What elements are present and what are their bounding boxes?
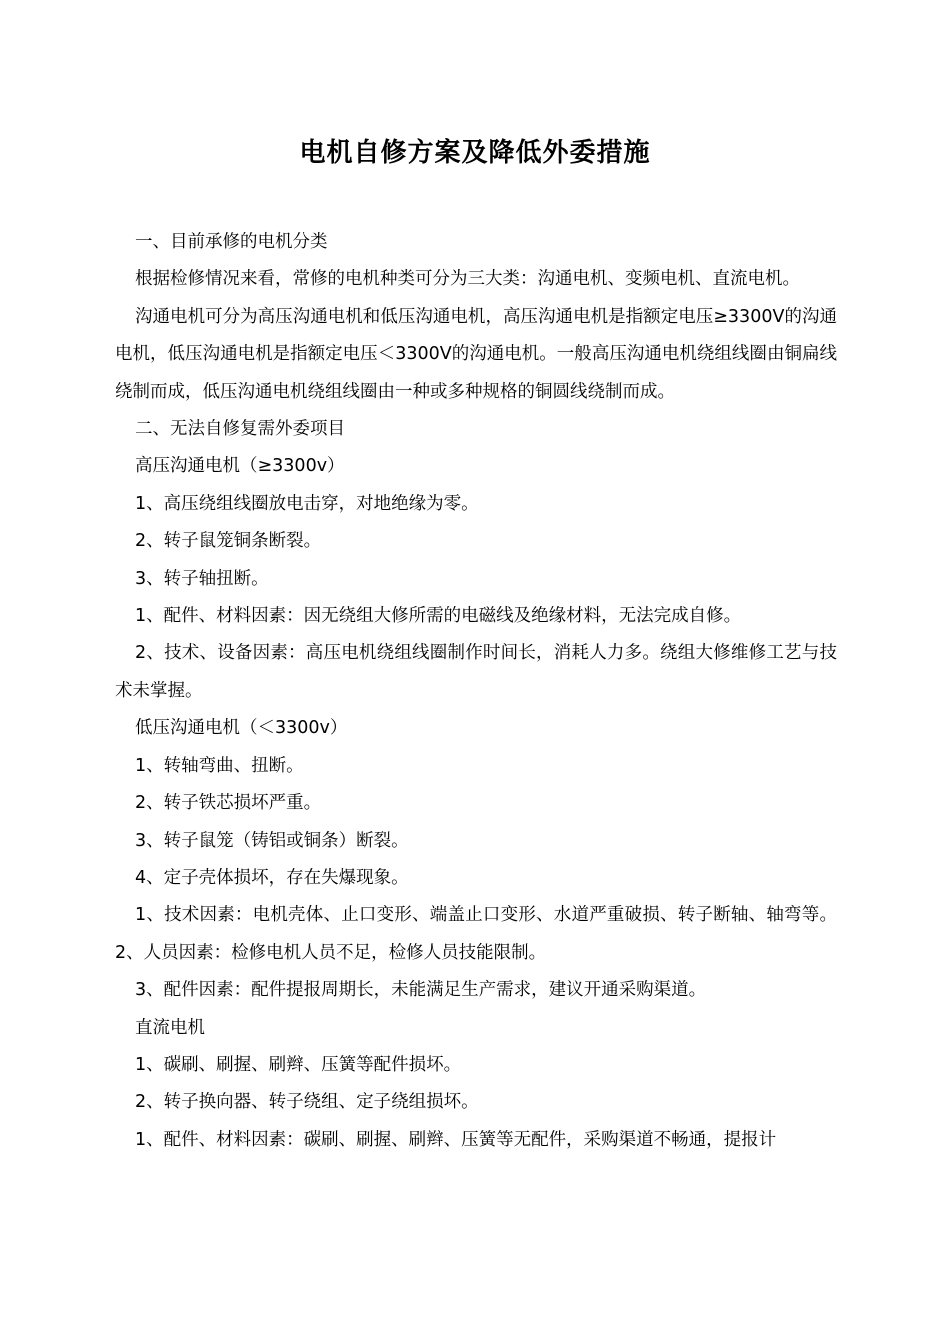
list-item: 3、转子轴扭断。 (135, 568, 269, 589)
list-item: 1、转轴弯曲、扭断。 (135, 755, 304, 776)
list-item: 1、配件、材料因素：因无绕组大修所需的电磁线及绝缘材料，无法完成自修。 (135, 606, 742, 627)
list-item: 3、转子鼠笼（铸铝或铜条）断裂。 (135, 830, 409, 851)
list-item: 2、转子鼠笼铜条断裂。 (135, 531, 322, 552)
paragraph: 沟通电机可分为高压沟通电机和低压沟通电机，高压沟通电机是指额定电压≥3300V的沟通电机，低压沟通电机是指额定电压＜3300V的沟通电机。一般高压沟通电机绕组线圈由铜扁线绕制而成，低压沟通电机绕组线圈由一种或多种规格的铜圆线绕制而成。 (115, 306, 837, 402)
list-item: 4、定子壳体损坏，存在失爆现象。 (135, 867, 409, 888)
document-body (115, 224, 837, 1159)
list-item: 3、配件因素：配件提报周期长，未能满足生产需求，建议开通采购渠道。 (135, 980, 707, 1001)
list-item: 2、转子铁芯损坏严重。 (135, 793, 322, 814)
list-item: 1、技术因素：电机壳体、止口变形、端盖止口变形、水道严重破损、转子断轴、轴弯等。2、人员因素：检修电机人员不足，检修人员技能限制。 (115, 905, 837, 963)
list-item: 1、高压绕组线圈放电击穿，对地绝缘为零。 (135, 493, 479, 514)
list-item: 1、配件、材料因素：碳刷、刷握、刷辫、压簧等无配件，采购渠道不畅通，提报计 (135, 1129, 777, 1150)
subheading-dc-motor: 直流电机 (135, 1017, 205, 1038)
section-heading-2: 二、无法自修复需外委项目 (135, 419, 345, 440)
paragraph: 根据检修情况来看，常修的电机种类可分为三大类：沟通电机、变频电机、直流电机。 (135, 269, 800, 290)
list-item: 2、技术、设备因素：高压电机绕组线圈制作时间长，消耗人力多。绕组大修维修工艺与技术未掌握。 (115, 643, 837, 701)
subheading-high-voltage: 高压沟通电机（≥3300v） (135, 456, 345, 477)
list-item: 2、转子换向器、转子绕组、定子绕组损坏。 (135, 1092, 479, 1113)
subheading-low-voltage: 低压沟通电机（＜3300v） (135, 718, 348, 739)
document-title: 电机自修方案及降低外委措施 (299, 138, 651, 168)
list-item: 1、碳刷、刷握、刷辫、压簧等配件损坏。 (135, 1054, 462, 1075)
section-heading-1: 一、目前承修的电机分类 (135, 232, 328, 252)
